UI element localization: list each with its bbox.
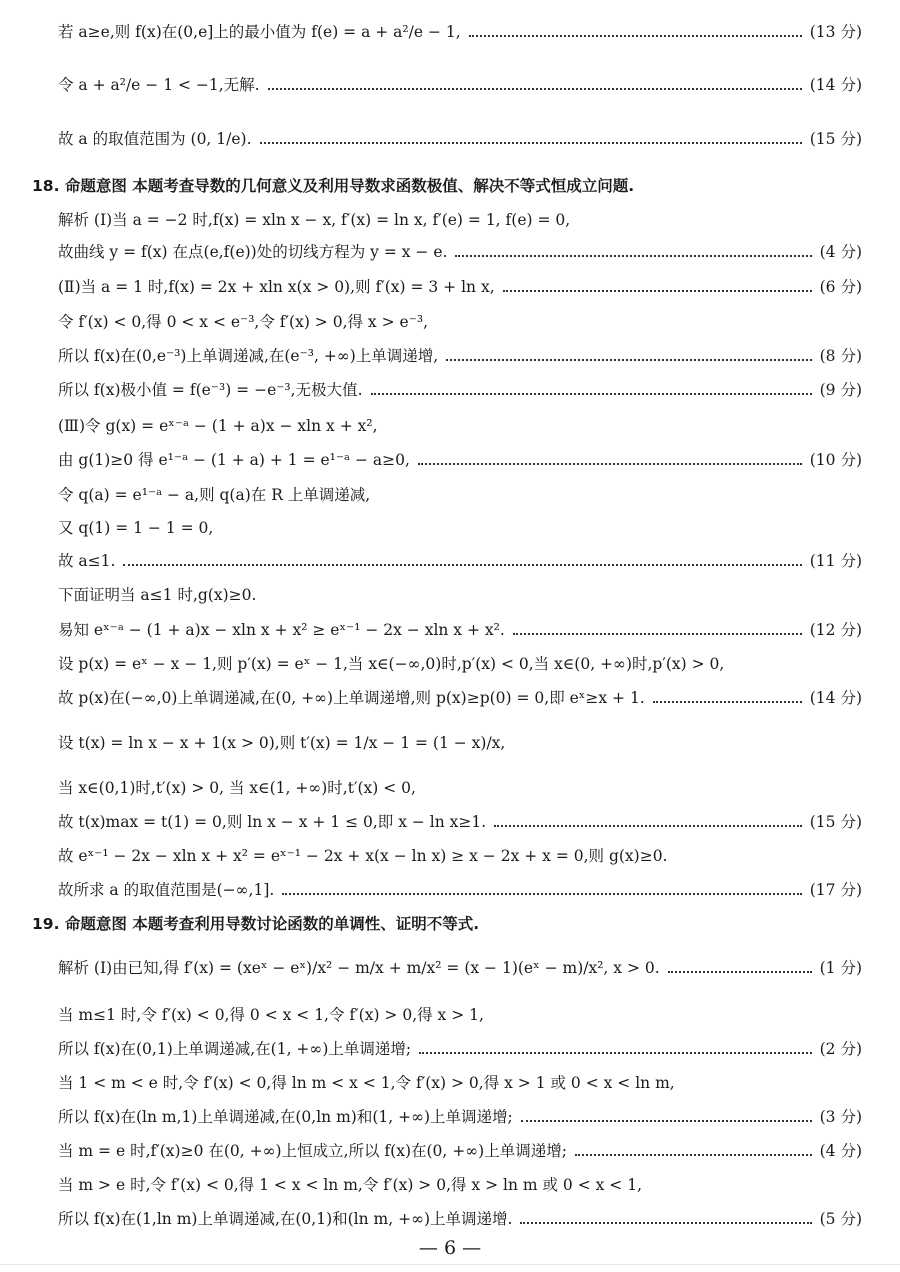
- solution-line: [58, 1039, 862, 1059]
- line-text: 令 f′(x) < 0,得 0 < x < e⁻³,令 f′(x) > 0,得 x > e⁻³,: [58, 313, 429, 331]
- solution-line: [58, 585, 862, 605]
- solution-line: [58, 688, 862, 708]
- score-label: (9 分): [819, 381, 862, 399]
- bottom-rule: [0, 1264, 900, 1265]
- line-text: 下面证明当 a≤1 时,g(x)≥0.: [58, 586, 257, 604]
- score-label: (6 分): [819, 278, 862, 296]
- score-label: (15 分): [809, 813, 862, 831]
- solution-line: [58, 242, 862, 262]
- solution-line: [58, 485, 862, 505]
- solution-line: [58, 22, 862, 42]
- score-label: (2 分): [819, 1040, 862, 1058]
- line-text: (Ⅱ)当 a = 1 时,f(x) = 2x + xln x(x > 0),则 f′(x) = 3 + ln x,: [58, 278, 495, 296]
- line-text: 易知 eˣ⁻ᵃ − (1 + a)x − xln x + x² ≥ eˣ⁻¹ − 2x − xln x + x².: [58, 621, 505, 639]
- line-text: 设 t(x) = ln x − x + 1(x > 0),则 t′(x) = 1/x − 1 = (1 − x)/x,: [58, 734, 506, 752]
- score-label: (3 分): [819, 1108, 862, 1126]
- score-label: (15 分): [809, 130, 862, 148]
- leader-dots: [520, 1222, 811, 1224]
- line-text: 所以 f(x)在(0,e⁻³)上单调递减,在(e⁻³, +∞)上单调递增,: [58, 347, 439, 365]
- line-text: (Ⅲ)令 g(x) = eˣ⁻ᵃ − (1 + a)x − xln x + x²,: [58, 417, 378, 435]
- leader-dots: [418, 463, 802, 465]
- line-text: 解析 (Ⅰ)由已知,得 f′(x) = (xeˣ − eˣ)/x² − m/x + m/x² = (x − 1)(eˣ − m)/x², x > 0.: [58, 959, 660, 977]
- solution-line: [58, 1175, 862, 1195]
- line-text: 当 m≤1 时,令 f′(x) < 0,得 0 < x < 1,令 f′(x) > 0,得 x > 1,: [58, 1006, 484, 1024]
- line-text: 故所求 a 的取值范围是(−∞,1].: [58, 881, 275, 899]
- solution-line: [58, 277, 862, 297]
- solution-line: [58, 450, 862, 470]
- line-text: 又 q(1) = 1 − 1 = 0,: [58, 519, 214, 537]
- line-text: 18. 命题意图 本题考查导数的几何意义及利用导数求函数极值、解决不等式恒成立问题.: [32, 177, 635, 195]
- leader-dots: [446, 359, 811, 361]
- leader-dots: [668, 971, 812, 973]
- line-text: 解析 (Ⅰ)当 a = −2 时,f(x) = xln x − x, f′(x) = ln x, f′(e) = 1, f(e) = 0,: [58, 211, 571, 229]
- leader-dots: [371, 393, 812, 395]
- leader-dots: [653, 701, 802, 703]
- line-text: 当 1 < m < e 时,令 f′(x) < 0,得 ln m < x < 1,令 f′(x) > 0,得 x > 1 或 0 < x < ln m,: [58, 1074, 675, 1092]
- question-heading: [32, 176, 862, 196]
- solution-line: [58, 380, 862, 400]
- leader-dots: [503, 290, 812, 292]
- line-text: 若 a≥e,则 f(x)在(0,e]上的最小值为 f(e) = a + a²/e − 1,: [58, 23, 461, 41]
- score-label: (4 分): [819, 243, 862, 261]
- question-heading: [32, 914, 862, 934]
- score-label: (10 分): [809, 451, 862, 469]
- solution-line: [58, 1073, 862, 1093]
- line-text: 故 a≤1.: [58, 552, 116, 570]
- score-label: (12 分): [809, 621, 862, 639]
- solution-line: [58, 846, 862, 866]
- line-text: 由 g(1)≥0 得 e¹⁻ᵃ − (1 + a) + 1 = e¹⁻ᵃ − a≥0,: [58, 451, 410, 469]
- solution-line: [58, 416, 862, 436]
- line-text: 所以 f(x)在(1,ln m)上单调递减,在(0,1)和(ln m, +∞)上单调递增.: [58, 1210, 513, 1228]
- leader-dots: [282, 893, 801, 895]
- score-label: (17 分): [809, 881, 862, 899]
- line-text: 令 q(a) = e¹⁻ᵃ − a,则 q(a)在 R 上单调递减,: [58, 486, 371, 504]
- leader-dots: [260, 142, 802, 144]
- line-text: 故 a 的取值范围为 (0, 1/e).: [58, 130, 252, 148]
- solution-line: [58, 620, 862, 640]
- solution-line: [58, 1107, 862, 1127]
- score-label: (1 分): [819, 959, 862, 977]
- solution-line: [58, 880, 862, 900]
- leader-dots: [575, 1154, 812, 1156]
- solution-line: [58, 1141, 862, 1161]
- leader-dots: [455, 255, 811, 257]
- solution-line: [58, 129, 862, 149]
- line-text: 当 m > e 时,令 f′(x) < 0,得 1 < x < ln m,令 f′(x) > 0,得 x > ln m 或 0 < x < 1,: [58, 1176, 642, 1194]
- leader-dots: [469, 35, 802, 37]
- solution-line: [58, 778, 862, 798]
- solution-line: [58, 346, 862, 366]
- leader-dots: [419, 1052, 812, 1054]
- leader-dots: [513, 633, 802, 635]
- line-text: 所以 f(x)在(0,1)上单调递减,在(1, +∞)上单调递增;: [58, 1040, 412, 1058]
- solution-line: [58, 1209, 862, 1229]
- score-label: (14 分): [809, 76, 862, 94]
- line-text: 19. 命题意图 本题考查利用导数讨论函数的单调性、证明不等式.: [32, 915, 480, 933]
- score-label: (4 分): [819, 1142, 862, 1160]
- line-text: 所以 f(x)极小值 = f(e⁻³) = −e⁻³,无极大值.: [58, 381, 363, 399]
- line-text: 当 m = e 时,f′(x)≥0 在(0, +∞)上恒成立,所以 f(x)在(0, +∞)上单调递增;: [58, 1142, 567, 1160]
- line-text: 故曲线 y = f(x) 在点(e,f(e))处的切线方程为 y = x − e.: [58, 243, 448, 261]
- line-text: 故 eˣ⁻¹ − 2x − xln x + x² = eˣ⁻¹ − 2x + x(x − ln x) ≥ x − 2x + x = 0,则 g(x)≥0.: [58, 847, 668, 865]
- solution-line: [58, 518, 862, 538]
- line-text: 设 p(x) = eˣ − x − 1,则 p′(x) = eˣ − 1,当 x∈(−∞,0)时,p′(x) < 0,当 x∈(0, +∞)时,p′(x) > 0,: [58, 655, 725, 673]
- leader-dots: [521, 1120, 812, 1122]
- solution-line: [58, 654, 862, 674]
- line-text: 所以 f(x)在(ln m,1)上单调递减,在(0,ln m)和(1, +∞)上单调递增;: [58, 1108, 513, 1126]
- solution-line: [58, 75, 862, 95]
- line-text: 故 p(x)在(−∞,0)上单调递减,在(0, +∞)上单调递增,则 p(x)≥p(0) = 0,即 eˣ≥x + 1.: [58, 689, 645, 707]
- solution-line: [58, 812, 862, 832]
- score-label: (14 分): [809, 689, 862, 707]
- solution-line: [58, 210, 862, 230]
- score-label: (8 分): [819, 347, 862, 365]
- solution-line: [58, 1005, 862, 1025]
- line-text: 当 x∈(0,1)时,t′(x) > 0, 当 x∈(1, +∞)时,t′(x) < 0,: [58, 779, 416, 797]
- page-number: — 6 —: [418, 1237, 482, 1259]
- solution-line: [58, 312, 862, 332]
- line-text: 令 a + a²/e − 1 < −1,无解.: [58, 76, 260, 94]
- leader-dots: [268, 88, 802, 90]
- leader-dots: [123, 564, 801, 566]
- solution-line: [58, 733, 862, 753]
- leader-dots: [494, 825, 802, 827]
- score-label: (13 分): [809, 23, 862, 41]
- solution-line: [58, 551, 862, 571]
- score-label: (5 分): [819, 1210, 862, 1228]
- solution-line: [58, 958, 862, 978]
- line-text: 故 t(x)max = t(1) = 0,则 ln x − x + 1 ≤ 0,即 x − ln x≥1.: [58, 813, 487, 831]
- score-label: (11 分): [809, 552, 862, 570]
